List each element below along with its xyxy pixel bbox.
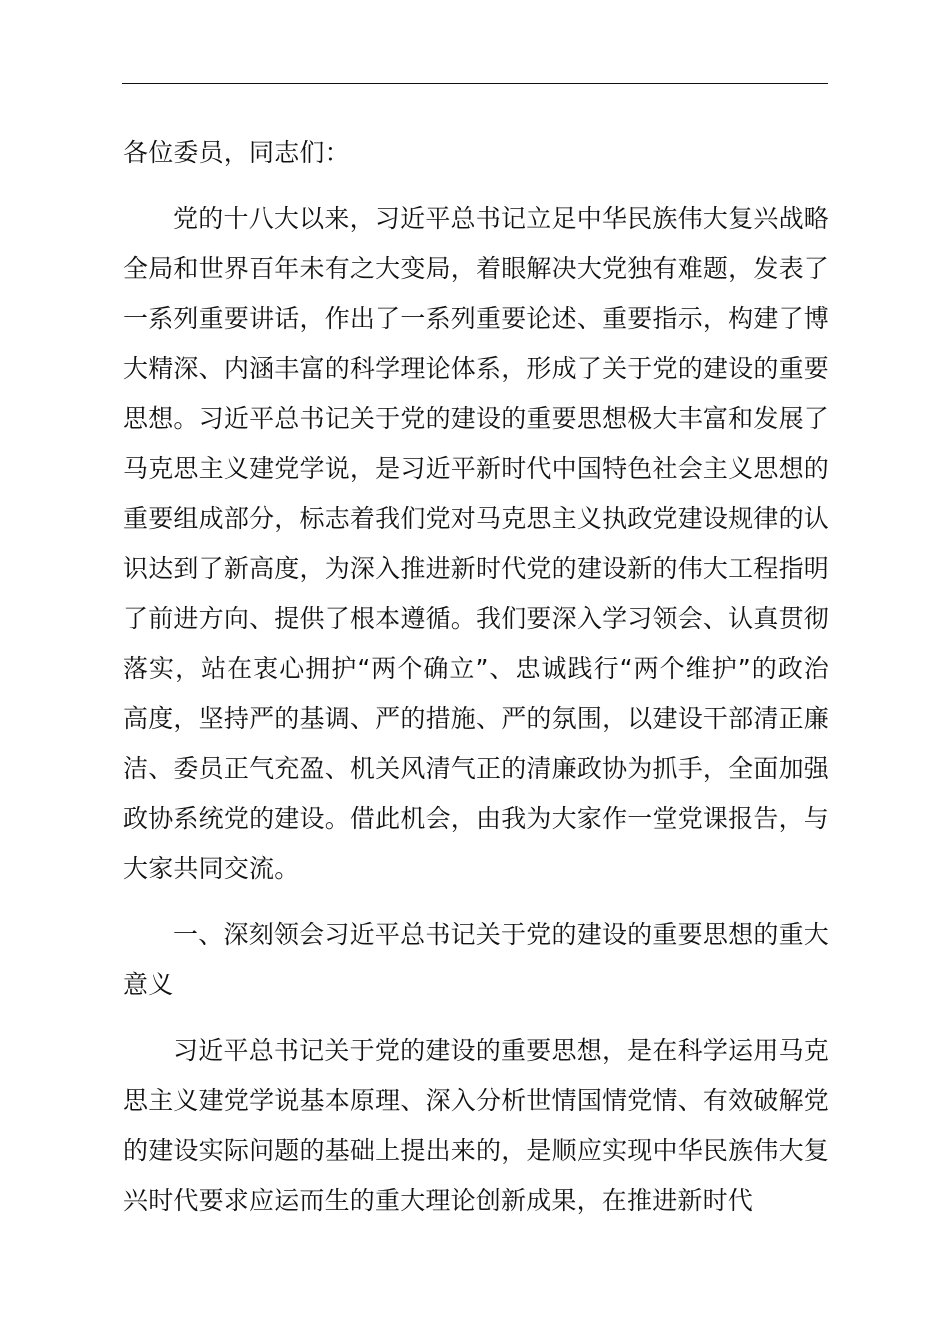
paragraph-section-1: 习近平总书记关于党的建设的重要思想，是在科学运用马克思主义建党学说基本原理、深入分析世情国情党情、有效破解党的建设实际问题的基础上提出来的，是顺应实现中华民族伟大复兴时代要求应运而生的重大理论创新成果，在推进新时代 [123,1036,829,1215]
salutation: 各位委员，同志们： [123,138,350,167]
paragraph-intro: 党的十八大以来，习近平总书记立足中华民族伟大复兴战略全局和世界百年未有之大变局，着眼解决大党独有难题，发表了一系列重要讲话，作出了一系列重要论述、重要指示，构建了博大精深、内涵丰富的科学理论体系，形成了关于党的建设的重要思想。习近平总书记关于党的建设的重要思想极大丰富和发展了马克思主义建党学说，是习近平新时代中国特色社会主义思想的重要组成部分，标志着我们党对马克思主义执政党建设规律的认识达到了新高度，为深入推进新时代党的建设新的伟大工程指明了前进方向、提供了根本遵循。我们要深入学习领会、认真贯彻落实，站在衷心拥护“两个确立”、忠诚践行“两个维护”的政治高度，坚持严的基调、严的措施、严的氛围，以建设干部清正廉洁、委员正气充盈、机关风清气正的清廉政协为抓手，全面加强政协系统党的建设。借此机会，由我为大家作一堂党课报告，与大家共同交流。 [123,204,829,883]
header-rule [122,83,828,84]
section-heading-1: 一、深刻领会习近平总书记关于党的建设的重要思想的重大意义 [123,920,829,999]
document-body [123,128,829,1226]
